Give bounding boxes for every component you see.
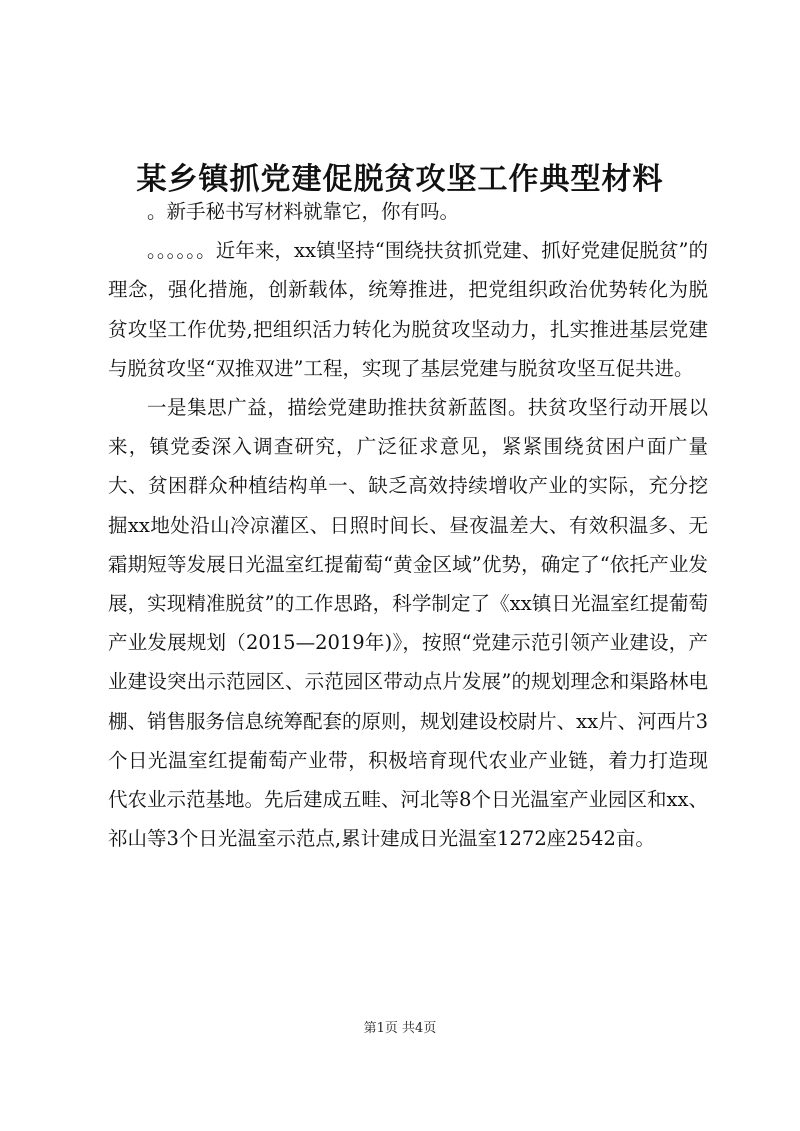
document-body: [108, 192, 708, 858]
paragraph-point-one: 一是集思广益，描绘党建助推扶贫新蓝图。扶贫攻坚行动开展以来，镇党委深入调查研究，广泛征求意见，紧紧围绕贫困户面广量大、贫困群众种植结构单一、缺乏高效持续增收产业的实际，充分挖掘xx地处沿山冷凉灌区、日照时间长、昼夜温差大、有效积温多、无霜期短等发展日光温室红提葡萄“黄金区域”优势，确定了“依托产业发展，实现精准脱贫”的工作思路，科学制定了《xx镇日光温室红提葡萄产业发展规划（2015—2019年)》，按照“党建示范引领产业建设，产业建设突出示范园区、示范园区带动点片发展”的规划理念和渠路林电棚、销售服务信息统筹配套的原则，规划建设校尉片、xx片、河西片3个日光温室红提葡萄产业带，积极培育现代农业产业链，着力打造现代农业示范基地。先后建成五畦、河北等8个日光温室产业园区和xx、祁山等3个日光温室示范点,累计建成日光温室1272座2542亩。: [108, 396, 708, 851]
document-title: 某乡镇抓党建促脱贫攻坚工作典型材料: [136, 162, 664, 198]
paragraph-overview: 。。。。。。近年来，xx镇坚持“围绕扶贫抓党建、抓好党建促脱贫”的理念，强化措施，创新载体，统筹推进，把党组织政治优势转化为脱贫攻坚工作优势,把组织活力转化为脱贫攻坚动力，扎实推进基层党建与脱贫攻坚“双推双进”工程，实现了基层党建与脱贫攻坚互促共进。: [108, 239, 708, 380]
page-footer: 第1页 共4页: [363, 1021, 437, 1036]
paragraph-intro: 。新手秘书写材料就靠它，你有吗。: [147, 200, 460, 223]
